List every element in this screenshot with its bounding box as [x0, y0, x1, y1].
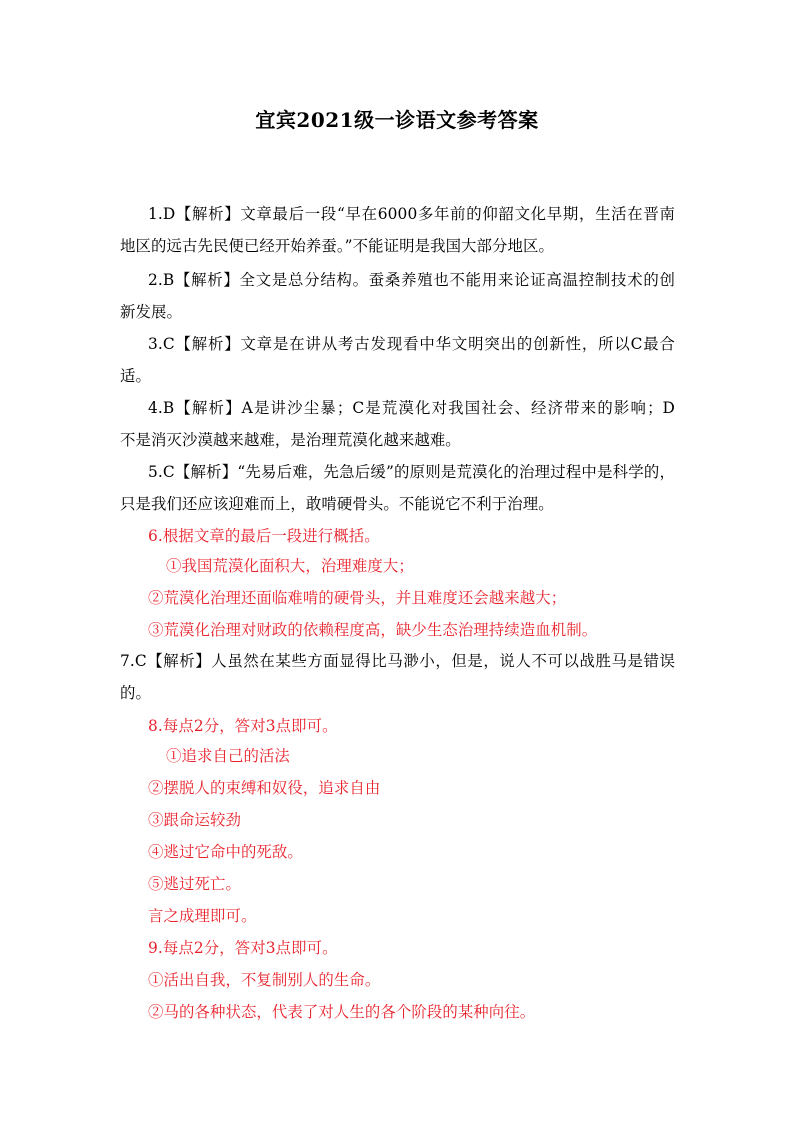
answer-2-line-2: 新发展。 [120, 303, 182, 321]
answer-8-point-3: ③跟命运较劲 [148, 811, 241, 829]
answer-8-point-4: ④逃过它命中的死敌。 [148, 843, 303, 861]
answer-4-line-2: 不是消灭沙漠越来越难，是治理荒漠化越来越难。 [120, 431, 461, 449]
answer-4-line-1: 4.B【解析】A是讲沙尘暴；C是荒漠化对我国社会、经济带来的影响；D [148, 399, 675, 417]
answer-5-line-1: 5.C【解析】“先易后难，先急后缓”的原则是荒漠化的治理过程中是科学的， [148, 463, 675, 481]
answer-2-line-1: 2.B【解析】全文是总分结构。蚕桑养殖也不能用来论证高温控制技术的创 [148, 271, 675, 289]
answer-7-line-1: 7.C【解析】人虽然在某些方面显得比马渺小，但是，说人不可以战胜马是错误 [120, 652, 675, 670]
answer-3-line-2: 适。 [120, 367, 151, 385]
answer-8-heading: 8.每点2分，答对3点即可。 [148, 717, 338, 735]
answer-6-heading: 6.根据文章的最后一段进行概括。 [148, 527, 380, 545]
page-title: 宜宾2021级一诊语文参考答案 [255, 108, 539, 132]
answer-1-line-2: 地区的远古先民便已经开始养蚕。”不能证明是我国大部分地区。 [120, 237, 555, 255]
answer-8-point-5: ⑤逃过死亡。 [148, 875, 241, 893]
answer-3-line-1: 3.C【解析】文章是在讲从考古发现看中华文明突出的创新性，所以C最合 [148, 335, 675, 353]
answer-7-line-2: 的。 [120, 684, 151, 702]
answer-8-point-1: ①追求自己的活法 [166, 747, 290, 765]
answer-6-point-2: ②荒漠化治理还面临难啃的硬骨头，并且难度还会越来越大； [148, 589, 567, 607]
answer-9-point-2: ②马的各种状态，代表了对人生的各个阶段的某种向往。 [148, 1003, 536, 1021]
answer-9-heading: 9.每点2分，答对3点即可。 [148, 939, 338, 957]
answer-1-line-1: 1.D【解析】文章最后一段“早在6000多年前的仰韶文化早期，生活在晋南 [148, 205, 675, 223]
answer-9-point-1: ①活出自我，不复制别人的生命。 [148, 971, 381, 989]
answer-5-line-2: 只是我们还应该迎难而上，敢啃硬骨头。不能说它不利于治理。 [120, 495, 554, 513]
answer-8-point-2: ②摆脱人的束缚和奴役，追求自由 [148, 779, 381, 797]
answer-6-point-3: ③荒漠化治理对财政的依赖程度高，缺少生态治理持续造血机制。 [148, 621, 598, 639]
answer-6-point-1: ①我国荒漠化面积大，治理难度大； [166, 557, 414, 575]
answer-8-note: 言之成理即可。 [148, 907, 257, 925]
